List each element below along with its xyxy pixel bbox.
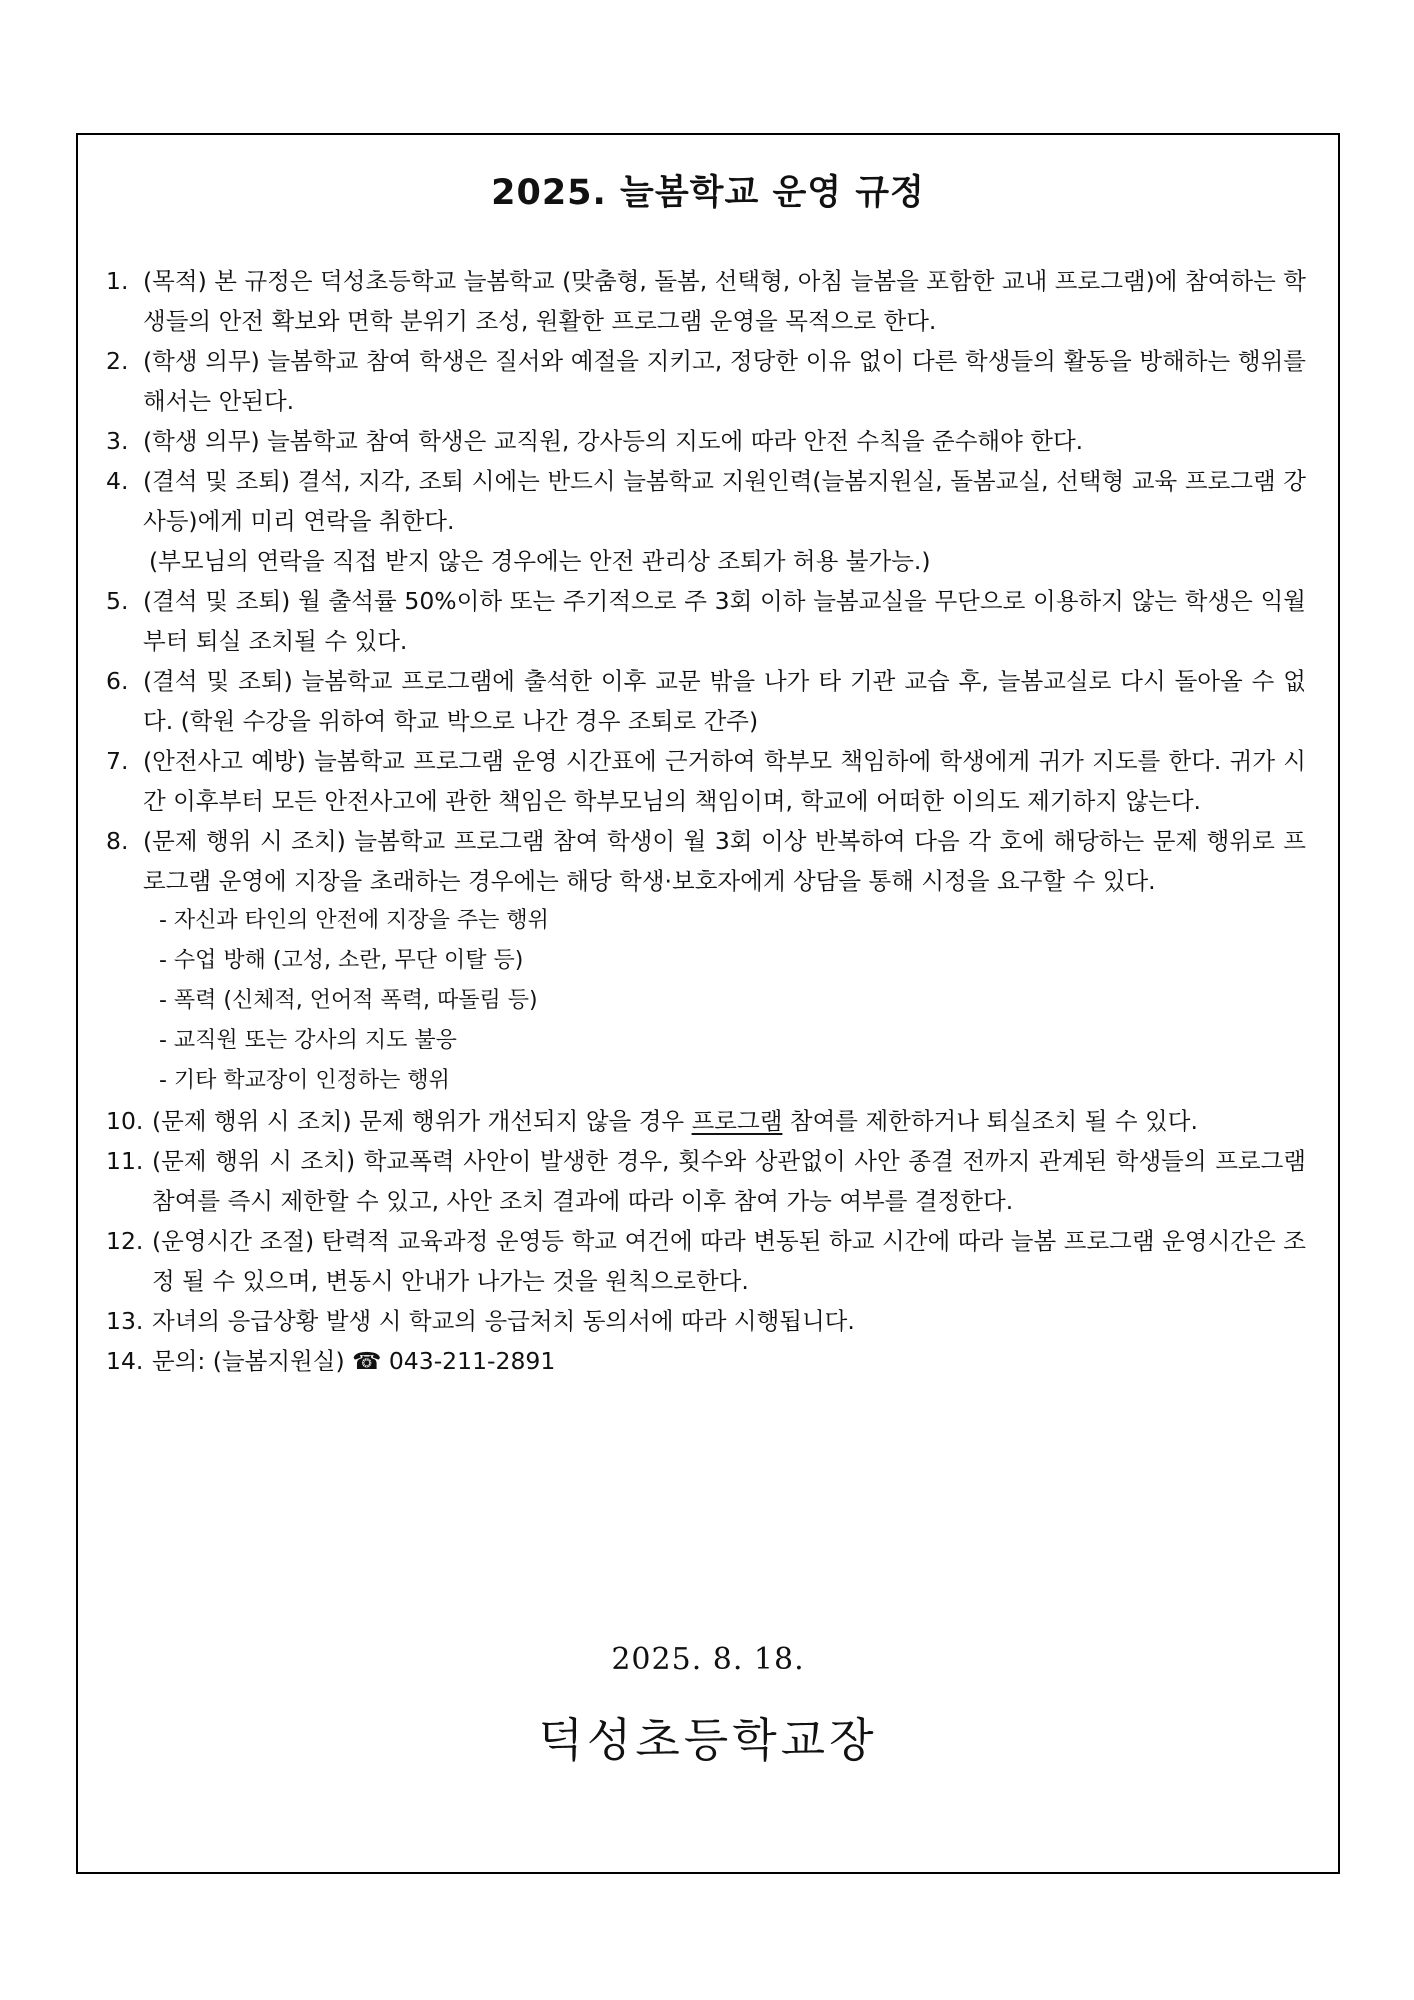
rule-6: [106, 661, 1306, 741]
sub-item: - 자신과 타인의 안전에 지장을 주는 행위: [159, 908, 549, 933]
rule-number: 13.: [106, 1307, 144, 1335]
rule-text: 자녀의 응급상황 발생 시 학교의 응급처치 동의서에 따라 시행됩니다.: [152, 1307, 855, 1335]
rule-text: (문제 행위 시 조치) 학교폭력 사안이 발생한 경우, 횟수와 상관없이 사안 종결 전까지 관계된 학생들의 프로그램 참여를 즉시 제한할 수 있고, 사안 조치 결과에 따라 이후 참여 가능 여부를 결정한다.: [152, 1147, 1306, 1215]
rule-4: [106, 461, 1306, 581]
rule-number: 8.: [106, 827, 129, 855]
rule-note: (부모님의 연락을 직접 받지 않은 경우에는 안전 관리상 조퇴가 허용 불가능.): [149, 547, 931, 575]
rule-1: [106, 261, 1306, 341]
rule-text: (학생 의무) 늘봄학교 참여 학생은 교직원, 강사등의 지도에 따라 안전 수칙을 준수해야 한다.: [143, 427, 1084, 455]
rule-number: 7.: [106, 747, 129, 775]
rule-10: [106, 1101, 1306, 1141]
rule-number: 5.: [106, 587, 129, 615]
sub-item: - 기타 학교장이 인정하는 행위: [159, 1068, 450, 1093]
document-title: 2025. 늘봄학교 운영 규정: [491, 173, 925, 213]
rule-number: 12.: [106, 1227, 144, 1255]
rule-12: [106, 1221, 1306, 1301]
rule-text: (결석 및 조퇴) 결석, 지각, 조퇴 시에는 반드시 늘봄학교 지원인력(늘봄지원실, 돌봄교실, 선택형 교육 프로그램 강사등)에게 미리 연락을 취한다.: [143, 467, 1306, 535]
rule-text: (안전사고 예방) 늘봄학교 프로그램 운영 시간표에 근거하여 학부모 책임하에 학생에게 귀가 지도를 한다. 귀가 시간 이후부터 모든 안전사고에 관한 책임은 학부모님의 책임이며, 학교에 어떠한 이의도 제기하지 않는다.: [143, 747, 1306, 815]
rule-number: 4.: [106, 467, 129, 495]
rule-number: 1.: [106, 267, 129, 295]
rule-text-underlined: 프로그램: [691, 1107, 783, 1135]
rule-5: [106, 581, 1306, 661]
rules-list: [106, 261, 1306, 1381]
contact-text: 문의: (늘봄지원실) ☎ 043-211-2891: [152, 1347, 556, 1375]
rule-number: 11.: [106, 1147, 144, 1175]
principal-signature: 덕성초등학교장: [538, 1713, 878, 1767]
rule-text: (운영시간 조절) 탄력적 교육과정 운영등 학교 여건에 따라 변동된 하교 시간에 따라 늘봄 프로그램 운영시간은 조정 될 수 있으며, 변동시 안내가 나가는 것을 원칙으로한다.: [152, 1227, 1306, 1295]
rule-text: (목적) 본 규정은 덕성초등학교 늘봄학교 (맞춤형, 돌봄, 선택형, 아침 늘봄을 포함한 교내 프로그램)에 참여하는 학생들의 안전 확보와 면학 분위기 조성, 원활한 프로그램 운영을 목적으로 한다.: [143, 267, 1306, 335]
rule-text-after: 참여를 제한하거나 퇴실조치 될 수 있다.: [782, 1107, 1198, 1135]
rule-number: 2.: [106, 347, 129, 375]
rule-text: (학생 의무) 늘봄학교 참여 학생은 질서와 예절을 지키고, 정당한 이유 없이 다른 학생들의 활동을 방해하는 행위를 해서는 안된다.: [143, 347, 1306, 415]
rule-number: 6.: [106, 667, 129, 695]
sub-item: - 폭력 (신체적, 언어적 폭력, 따돌림 등): [159, 988, 538, 1013]
rule-2: [106, 341, 1306, 421]
rule-text: (결석 및 조퇴) 늘봄학교 프로그램에 출석한 이후 교문 밖을 나가 타 기관 교습 후, 늘봄교실로 다시 돌아올 수 없다. (학원 수강을 위하여 학교 박으로 나간 경우 조퇴로 간주): [143, 667, 1306, 735]
rule-text: [152, 1101, 1306, 1141]
document-frame: [76, 133, 1340, 1874]
rule-number: 10.: [106, 1107, 144, 1135]
document-date: 2025. 8. 18.: [611, 1642, 805, 1677]
rule-number: 3.: [106, 427, 129, 455]
rule-13: [106, 1301, 1306, 1341]
sub-item: - 수업 방해 (고성, 소란, 무단 이탈 등): [159, 948, 524, 973]
sub-item: - 교직원 또는 강사의 지도 불응: [159, 1028, 457, 1053]
rule-number: 14.: [106, 1347, 144, 1375]
rule-11: [106, 1141, 1306, 1221]
rule-text: (문제 행위 시 조치) 늘봄학교 프로그램 참여 학생이 월 3회 이상 반복하여 다음 각 호에 해당하는 문제 행위로 프로그램 운영에 지장을 초래하는 경우에는 해당 학생·보호자에게 상담을 통해 시정을 요구할 수 있다.: [143, 827, 1306, 895]
rule-7: [106, 741, 1306, 821]
rule-sub-list: [143, 901, 1306, 1101]
rule-8: [106, 821, 1306, 1101]
rule-text-before: (문제 행위 시 조치) 문제 행위가 개선되지 않을 경우: [152, 1107, 692, 1135]
rule-3: [106, 421, 1306, 461]
rule-14: [106, 1341, 1306, 1381]
rule-text: (결석 및 조퇴) 월 출석률 50%이하 또는 주기적으로 주 3회 이하 늘봄교실을 무단으로 이용하지 않는 학생은 익월부터 퇴실 조치될 수 있다.: [143, 587, 1306, 655]
